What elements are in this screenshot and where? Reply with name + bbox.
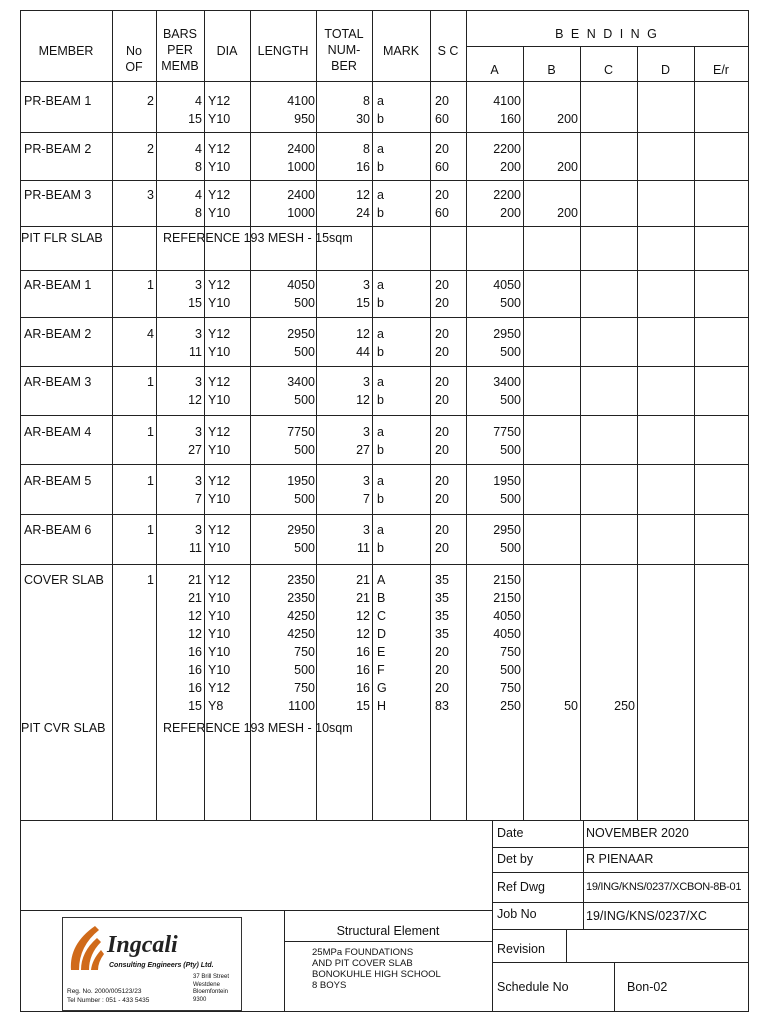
structural-line: 8 BOYS: [312, 980, 347, 991]
bar-length: 500: [294, 393, 315, 407]
header-bars-line1: BARS: [162, 27, 198, 41]
bending-b: 200: [557, 112, 578, 126]
bars-per-member: 12: [188, 393, 202, 407]
header-total-line3: BER: [331, 59, 357, 73]
bar-mark: a: [377, 142, 384, 156]
bar-mark: b: [377, 443, 384, 457]
grid-line: [20, 270, 749, 271]
logo-address: [193, 974, 229, 1004]
structural-element-lines: [312, 947, 441, 991]
bending-a: 4100: [493, 94, 521, 108]
total-number: 16: [356, 160, 370, 174]
shape-code: 20: [435, 278, 449, 292]
shape-code: 20: [435, 142, 449, 156]
bending-a: 2950: [493, 327, 521, 341]
bars-per-member: 8: [195, 160, 202, 174]
bar-mark: a: [377, 375, 384, 389]
grid-line: [694, 46, 695, 820]
bar-length: 1950: [287, 474, 315, 488]
total-number: 24: [356, 206, 370, 220]
bar-length: 2400: [287, 188, 315, 202]
shape-code: 20: [435, 345, 449, 359]
bending-a: 7750: [493, 425, 521, 439]
bar-mark: a: [377, 278, 384, 292]
shape-code: 20: [435, 188, 449, 202]
total-number: 3: [363, 278, 370, 292]
shape-code: 35: [435, 627, 449, 641]
bar-length: 4100: [287, 94, 315, 108]
header-bending: B E N D I N G: [555, 27, 659, 41]
shape-code: 35: [435, 609, 449, 623]
bars-per-member: 15: [188, 296, 202, 310]
total-number: 16: [356, 645, 370, 659]
grid-line: [20, 366, 749, 367]
date-value: NOVEMBER 2020: [586, 826, 689, 840]
header-sc: S C: [437, 44, 459, 58]
grid-line: [614, 962, 615, 1012]
bars-per-member: 12: [188, 627, 202, 641]
bars-per-member: 27: [188, 443, 202, 457]
bending-a: 1950: [493, 474, 521, 488]
bar-length: 2950: [287, 327, 315, 341]
bar-diameter: Y10: [208, 160, 231, 174]
member-name: AR-BEAM 5: [24, 474, 92, 488]
logo-reg: Reg. No. 2000/005123/23: [67, 988, 142, 995]
shape-code: 20: [435, 541, 449, 555]
bar-length: 500: [294, 345, 315, 359]
grid-line: [492, 929, 749, 930]
grid-line: [492, 962, 749, 963]
bars-per-member: 8: [195, 206, 202, 220]
grid-line: [284, 941, 492, 942]
company-logo: [62, 917, 242, 1011]
bar-diameter: Y10: [208, 591, 231, 605]
total-number: 12: [356, 609, 370, 623]
ref-dwg-value: 19/ING/KNS/0237/XCBON-8B-01: [586, 881, 742, 893]
bar-diameter: Y12: [208, 278, 231, 292]
bar-diameter: Y10: [208, 206, 231, 220]
bending-a: 4050: [493, 609, 521, 623]
bar-diameter: Y12: [208, 681, 231, 695]
schedule-no-value: Bon-02: [627, 980, 668, 994]
bar-mark: A: [377, 573, 386, 587]
member-count: 1: [147, 375, 154, 389]
bar-length: 500: [294, 443, 315, 457]
bars-per-member: 21: [188, 591, 202, 605]
total-number: 3: [363, 474, 370, 488]
job-no-label: Job No: [497, 907, 537, 921]
shape-code: 20: [435, 663, 449, 677]
shape-code: 20: [435, 681, 449, 695]
logo-address-line: Westdene: [193, 981, 220, 988]
bar-mark: b: [377, 206, 384, 220]
member-name: AR-BEAM 4: [24, 425, 92, 439]
bar-diameter: Y10: [208, 345, 231, 359]
header-bars-line3: MEMB: [161, 59, 199, 73]
header-member: MEMBER: [38, 44, 94, 58]
bar-length: 2950: [287, 523, 315, 537]
bar-mark: b: [377, 112, 384, 126]
bar-length: 7750: [287, 425, 315, 439]
total-number: 12: [356, 327, 370, 341]
bar-mark: a: [377, 523, 384, 537]
grid-line: [492, 820, 493, 1012]
bar-mark: b: [377, 541, 384, 555]
grid-line: [20, 10, 21, 1012]
total-number: 16: [356, 681, 370, 695]
total-number: 8: [363, 94, 370, 108]
header-bending-d: D: [660, 63, 671, 77]
total-number: 44: [356, 345, 370, 359]
bending-b: 200: [557, 206, 578, 220]
member-count: 1: [147, 278, 154, 292]
grid-line: [466, 46, 749, 47]
total-number: 30: [356, 112, 370, 126]
bar-diameter: Y10: [208, 492, 231, 506]
bar-diameter: Y10: [208, 393, 231, 407]
total-number: 16: [356, 663, 370, 677]
bars-per-member: 3: [195, 375, 202, 389]
member-count: 2: [147, 94, 154, 108]
date-label: Date: [497, 826, 524, 840]
bar-mark: b: [377, 393, 384, 407]
header-no-of: [113, 43, 155, 75]
grid-line: [20, 464, 749, 465]
bars-per-member: 12: [188, 609, 202, 623]
bending-a: 4050: [493, 278, 521, 292]
bar-diameter: Y12: [208, 474, 231, 488]
bar-diameter: Y10: [208, 627, 231, 641]
member-count: 3: [147, 188, 154, 202]
bar-mark: a: [377, 327, 384, 341]
bar-diameter: Y12: [208, 523, 231, 537]
bar-diameter: Y8: [208, 699, 224, 713]
bars-per-member: 15: [188, 112, 202, 126]
member-name: AR-BEAM 3: [24, 375, 92, 389]
bar-mark: D: [377, 627, 387, 641]
grid-line: [20, 10, 749, 11]
bar-diameter: Y10: [208, 296, 231, 310]
bar-mark: a: [377, 94, 384, 108]
total-number: 3: [363, 375, 370, 389]
header-length: LENGTH: [257, 44, 309, 58]
header-bending-b: B: [547, 63, 556, 77]
logo-name: Ingcali: [107, 932, 178, 958]
grid-line: [20, 820, 749, 821]
bar-length: 3400: [287, 375, 315, 389]
bar-mark: b: [377, 345, 384, 359]
header-mark: MARK: [382, 44, 420, 58]
member-count: 1: [147, 474, 154, 488]
bar-length: 1100: [288, 699, 315, 713]
grid-line: [20, 180, 749, 181]
bars-per-member: 11: [189, 345, 202, 359]
member-count: 2: [147, 142, 154, 156]
total-number: 21: [356, 573, 370, 587]
shape-code: 20: [435, 443, 449, 457]
bar-mark: b: [377, 296, 384, 310]
bar-diameter: Y12: [208, 188, 231, 202]
bars-per-member: 11: [189, 541, 202, 555]
bending-a: 200: [500, 160, 521, 174]
grid-line: [20, 415, 749, 416]
member-count: 1: [147, 523, 154, 537]
bar-length: 500: [294, 492, 315, 506]
det-by-value: R PIENAAR: [586, 852, 654, 866]
mesh-row-text: REFERENCE 193 MESH - 15sqm: [163, 231, 353, 245]
member-count: 1: [147, 573, 154, 587]
grid-line: [583, 820, 584, 929]
bars-per-member: 3: [195, 523, 202, 537]
bar-diameter: Y12: [208, 425, 231, 439]
bending-a: 500: [500, 345, 521, 359]
header-total-line2: NUM-: [327, 43, 361, 57]
member-name: PR-BEAM 1: [24, 94, 92, 108]
bar-length: 4250: [287, 627, 315, 641]
det-by-label: Det by: [497, 852, 534, 866]
bending-a: 200: [500, 206, 521, 220]
shape-code: 20: [435, 523, 449, 537]
bar-length: 500: [294, 541, 315, 555]
header-total-line1: TOTAL: [324, 27, 364, 41]
logo-subtitle: Consulting Engineers (Pty) Ltd.: [109, 962, 214, 969]
bar-length: 2350: [287, 591, 315, 605]
member-name: AR-BEAM 2: [24, 327, 92, 341]
bars-per-member: 21: [188, 573, 202, 587]
structural-line: AND PIT COVER SLAB: [312, 958, 413, 969]
bars-per-member: 4: [195, 188, 202, 202]
bar-mark: E: [377, 645, 386, 659]
bar-length: 1000: [287, 206, 315, 220]
mesh-row-text: REFERENCE 193 MESH - 10sqm: [163, 721, 353, 735]
shape-code: 35: [435, 573, 449, 587]
shape-code: 20: [435, 474, 449, 488]
header-total-number: [316, 26, 372, 74]
total-number: 12: [356, 627, 370, 641]
total-number: 15: [356, 699, 370, 713]
grid-line: [20, 132, 749, 133]
bar-mark: B: [377, 591, 386, 605]
mesh-row-member: PIT FLR SLAB: [21, 231, 103, 245]
header-bars-line2: PER: [167, 43, 193, 57]
total-number: 7: [363, 492, 370, 506]
bending-c: 250: [614, 699, 635, 713]
shape-code: 60: [435, 160, 449, 174]
total-number: 3: [363, 425, 370, 439]
grid-line: [20, 514, 749, 515]
shape-code: 20: [435, 296, 449, 310]
structural-line: 25MPa FOUNDATIONS: [312, 947, 414, 958]
bending-a: 500: [500, 296, 521, 310]
bar-mark: a: [377, 425, 384, 439]
bending-b: 50: [564, 699, 578, 713]
shape-code: 20: [435, 393, 449, 407]
logo-tel: Tel Number : 051 - 433 5435: [67, 997, 150, 1004]
shape-code: 20: [435, 327, 449, 341]
bar-diameter: Y10: [208, 663, 231, 677]
logo-address-line: 37 Brill Street: [193, 974, 230, 980]
bars-per-member: 15: [188, 699, 202, 713]
bar-mark: C: [377, 609, 387, 623]
bar-diameter: Y12: [208, 375, 231, 389]
bending-a: 250: [500, 699, 521, 713]
ref-dwg-label: Ref Dwg: [497, 880, 545, 894]
bending-a: 500: [500, 443, 521, 457]
bar-length: 500: [294, 663, 315, 677]
member-name: AR-BEAM 1: [24, 278, 92, 292]
bar-diameter: Y12: [208, 573, 231, 587]
grid-line: [20, 81, 749, 82]
bars-per-member: 4: [195, 94, 202, 108]
logo-address-line: Bloemfontein: [193, 989, 229, 995]
shape-code: 83: [435, 699, 449, 713]
grid-line: [20, 564, 749, 565]
shape-code: 35: [435, 591, 449, 605]
bending-a: 750: [500, 645, 521, 659]
bar-length: 950: [294, 112, 315, 126]
grid-line: [492, 872, 749, 873]
bending-a: 500: [500, 492, 521, 506]
bar-mark: b: [377, 160, 384, 174]
bar-mark: F: [377, 663, 385, 677]
shape-code: 20: [435, 94, 449, 108]
bending-a: 750: [500, 681, 521, 695]
member-name: PR-BEAM 2: [24, 142, 92, 156]
total-number: 3: [363, 523, 370, 537]
bar-diameter: Y12: [208, 94, 231, 108]
bars-per-member: 4: [195, 142, 202, 156]
member-name: COVER SLAB: [24, 573, 104, 587]
structural-element-label: Structural Element: [336, 924, 440, 938]
bar-mark: a: [377, 474, 384, 488]
member-count: 4: [147, 327, 154, 341]
bar-diameter: Y10: [208, 645, 231, 659]
bar-diameter: Y12: [208, 142, 231, 156]
bars-per-member: 3: [195, 278, 202, 292]
bending-a: 160: [500, 112, 521, 126]
bars-per-member: 16: [188, 681, 202, 695]
bending-a: 3400: [493, 375, 521, 389]
bar-mark: G: [377, 681, 387, 695]
total-number: 11: [357, 541, 370, 555]
bar-length: 1000: [287, 160, 315, 174]
member-name: PR-BEAM 3: [24, 188, 92, 202]
bar-mark: a: [377, 188, 384, 202]
grid-line: [20, 226, 749, 227]
bending-a: 2200: [493, 188, 521, 202]
revision-label: Revision: [497, 942, 545, 956]
header-bending-a: A: [490, 63, 499, 77]
header-bending-er: E/r: [713, 63, 729, 77]
bar-length: 2400: [287, 142, 315, 156]
member-name: AR-BEAM 6: [24, 523, 92, 537]
shape-code: 20: [435, 645, 449, 659]
bar-mark: b: [377, 492, 384, 506]
grid-line: [492, 847, 749, 848]
grid-line: [20, 910, 492, 911]
shape-code: 20: [435, 375, 449, 389]
total-number: 12: [356, 393, 370, 407]
bars-per-member: 3: [195, 474, 202, 488]
bar-diameter: Y10: [208, 443, 231, 457]
grid-line: [566, 929, 567, 962]
shape-code: 60: [435, 112, 449, 126]
bending-a: 500: [500, 541, 521, 555]
job-no-value: 19/ING/KNS/0237/XC: [586, 909, 707, 923]
structural-line: BONOKUHLE HIGH SCHOOL: [312, 969, 441, 980]
header-no-of-line2: OF: [125, 60, 143, 74]
bending-a: 2150: [493, 573, 521, 587]
bar-length: 2350: [287, 573, 315, 587]
bending-a: 2950: [493, 523, 521, 537]
bending-a: 2150: [493, 591, 521, 605]
grid-line: [20, 1011, 749, 1012]
grid-line: [637, 46, 638, 820]
shape-code: 20: [435, 492, 449, 506]
grid-line: [748, 10, 749, 1012]
bars-per-member: 16: [188, 663, 202, 677]
total-number: 15: [356, 296, 370, 310]
bending-a: 2200: [493, 142, 521, 156]
shape-code: 60: [435, 206, 449, 220]
bar-length: 750: [294, 681, 315, 695]
bar-length: 4050: [287, 278, 315, 292]
bar-diameter: Y10: [208, 609, 231, 623]
bending-a: 500: [500, 663, 521, 677]
total-number: 27: [356, 443, 370, 457]
bar-diameter: Y10: [208, 112, 231, 126]
total-number: 8: [363, 142, 370, 156]
bars-per-member: 7: [195, 492, 202, 506]
grid-line: [20, 317, 749, 318]
grid-line: [492, 902, 749, 903]
bar-diameter: Y12: [208, 327, 231, 341]
bending-b: 200: [557, 160, 578, 174]
total-number: 21: [356, 591, 370, 605]
logo-address-line: 9300: [193, 996, 207, 1003]
shape-code: 20: [435, 425, 449, 439]
bars-per-member: 16: [188, 645, 202, 659]
bar-mark: H: [377, 699, 387, 713]
bending-a: 500: [500, 393, 521, 407]
bending-a: 4050: [493, 627, 521, 641]
header-bars-per-memb: [156, 26, 204, 74]
bar-length: 500: [294, 296, 315, 310]
bars-per-member: 3: [195, 425, 202, 439]
header-bending-c: C: [603, 63, 614, 77]
bar-length: 4250: [287, 609, 315, 623]
mesh-row-member: PIT CVR SLAB: [21, 721, 106, 735]
bars-per-member: 3: [195, 327, 202, 341]
bar-length: 750: [294, 645, 315, 659]
header-no-of-line1: No: [126, 44, 142, 58]
total-number: 12: [356, 188, 370, 202]
schedule-no-label: Schedule No: [497, 980, 569, 994]
bar-diameter: Y10: [208, 541, 231, 555]
header-dia: DIA: [216, 44, 238, 58]
member-count: 1: [147, 425, 154, 439]
